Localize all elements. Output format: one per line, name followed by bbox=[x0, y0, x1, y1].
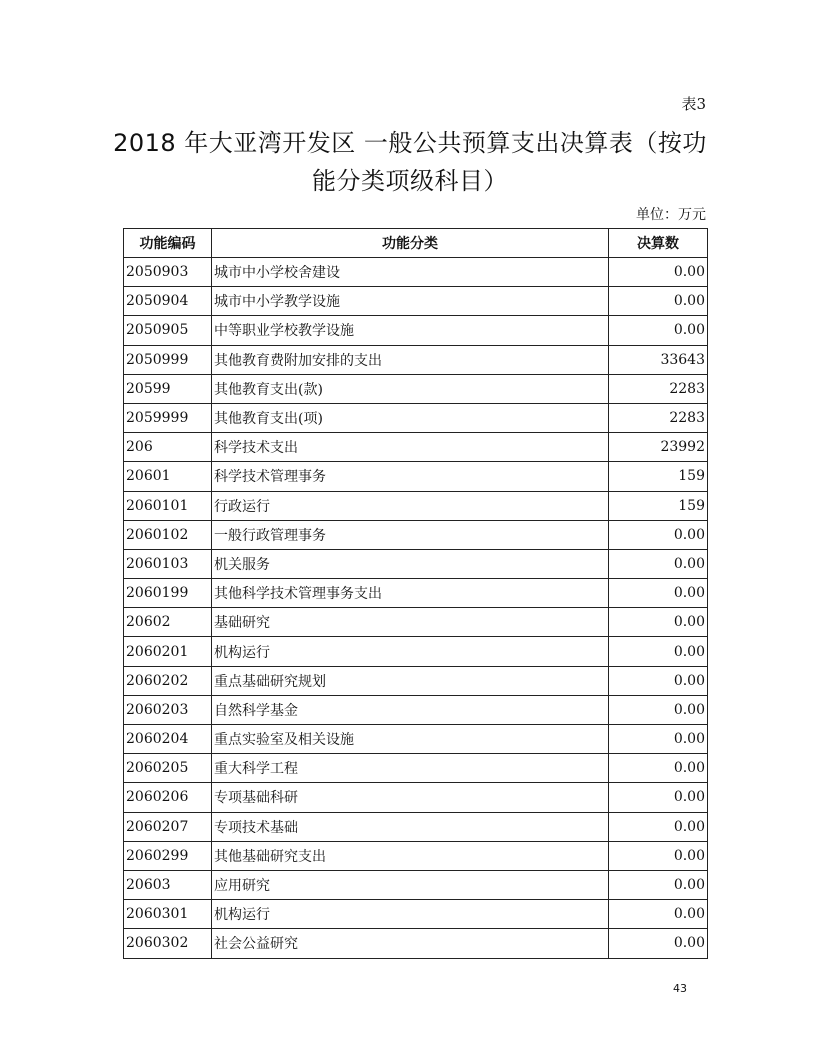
cell-amount: 0.00 bbox=[609, 695, 708, 724]
cell-amount: 33643 bbox=[609, 345, 708, 374]
cell-code: 2060301 bbox=[124, 900, 212, 929]
cell-code: 20602 bbox=[124, 608, 212, 637]
table-row bbox=[124, 433, 708, 462]
table-number: 表3 bbox=[681, 95, 706, 113]
page-title-line-1: 2018 年大亚湾开发区 一般公共预算支出决算表（按功 bbox=[113, 129, 707, 157]
table-row bbox=[124, 520, 708, 549]
table-row bbox=[124, 579, 708, 608]
table-row bbox=[124, 287, 708, 316]
cell-amount: 0.00 bbox=[609, 258, 708, 287]
cell-category: 其他教育支出(款) bbox=[212, 374, 609, 403]
cell-category: 行政运行 bbox=[212, 491, 609, 520]
table-row bbox=[124, 462, 708, 491]
table-row bbox=[124, 812, 708, 841]
cell-amount: 0.00 bbox=[609, 637, 708, 666]
cell-category: 其他科学技术管理事务支出 bbox=[212, 579, 609, 608]
table-row bbox=[124, 841, 708, 870]
cell-code: 2050903 bbox=[124, 258, 212, 287]
unit-label: 单位：万元 bbox=[636, 207, 706, 223]
cell-category: 重点基础研究规划 bbox=[212, 666, 609, 695]
table-row bbox=[124, 374, 708, 403]
page-number: 43 bbox=[673, 982, 687, 995]
cell-category: 自然科学基金 bbox=[212, 695, 609, 724]
cell-amount: 159 bbox=[609, 462, 708, 491]
cell-category: 城市中小学教学设施 bbox=[212, 287, 609, 316]
cell-amount: 0.00 bbox=[609, 929, 708, 958]
table-row bbox=[124, 316, 708, 345]
table-row bbox=[124, 403, 708, 432]
cell-code: 20601 bbox=[124, 462, 212, 491]
table-row bbox=[124, 345, 708, 374]
cell-amount: 0.00 bbox=[609, 316, 708, 345]
cell-category: 机构运行 bbox=[212, 900, 609, 929]
cell-amount: 0.00 bbox=[609, 579, 708, 608]
header-amount: 决算数 bbox=[609, 229, 708, 258]
cell-amount: 0.00 bbox=[609, 520, 708, 549]
cell-code: 206 bbox=[124, 433, 212, 462]
budget-table bbox=[123, 228, 708, 959]
table-row bbox=[124, 929, 708, 958]
cell-category: 机构运行 bbox=[212, 637, 609, 666]
header-code: 功能编码 bbox=[124, 229, 212, 258]
table-row bbox=[124, 258, 708, 287]
cell-category: 社会公益研究 bbox=[212, 929, 609, 958]
cell-amount: 2283 bbox=[609, 403, 708, 432]
cell-category: 基础研究 bbox=[212, 608, 609, 637]
cell-code: 2060302 bbox=[124, 929, 212, 958]
cell-code: 2060299 bbox=[124, 841, 212, 870]
page-title-line-2: 能分类项级科目） bbox=[312, 167, 508, 195]
cell-code: 2060203 bbox=[124, 695, 212, 724]
table-row bbox=[124, 725, 708, 754]
cell-code: 20599 bbox=[124, 374, 212, 403]
cell-amount: 0.00 bbox=[609, 549, 708, 578]
cell-amount: 0.00 bbox=[609, 812, 708, 841]
cell-amount: 0.00 bbox=[609, 754, 708, 783]
cell-amount: 0.00 bbox=[609, 870, 708, 899]
cell-amount: 159 bbox=[609, 491, 708, 520]
cell-code: 2050904 bbox=[124, 287, 212, 316]
cell-code: 2050905 bbox=[124, 316, 212, 345]
cell-amount: 0.00 bbox=[609, 725, 708, 754]
cell-code: 2060201 bbox=[124, 637, 212, 666]
table-row bbox=[124, 549, 708, 578]
cell-category: 机关服务 bbox=[212, 549, 609, 578]
table-row bbox=[124, 900, 708, 929]
cell-code: 2060205 bbox=[124, 754, 212, 783]
cell-code: 2060103 bbox=[124, 549, 212, 578]
cell-code: 20603 bbox=[124, 870, 212, 899]
cell-category: 其他教育支出(项) bbox=[212, 403, 609, 432]
cell-code: 2059999 bbox=[124, 403, 212, 432]
table-row bbox=[124, 783, 708, 812]
cell-code: 2060101 bbox=[124, 491, 212, 520]
cell-amount: 23992 bbox=[609, 433, 708, 462]
cell-category: 重大科学工程 bbox=[212, 754, 609, 783]
cell-category: 其他基础研究支出 bbox=[212, 841, 609, 870]
cell-amount: 0.00 bbox=[609, 666, 708, 695]
cell-category: 城市中小学校舍建设 bbox=[212, 258, 609, 287]
table-header-row bbox=[124, 229, 708, 258]
table-body bbox=[124, 258, 708, 959]
cell-category: 科学技术管理事务 bbox=[212, 462, 609, 491]
table-row bbox=[124, 754, 708, 783]
cell-category: 重点实验室及相关设施 bbox=[212, 725, 609, 754]
cell-amount: 2283 bbox=[609, 374, 708, 403]
cell-amount: 0.00 bbox=[609, 287, 708, 316]
cell-category: 科学技术支出 bbox=[212, 433, 609, 462]
header-category: 功能分类 bbox=[212, 229, 609, 258]
table-row bbox=[124, 491, 708, 520]
cell-code: 2060202 bbox=[124, 666, 212, 695]
cell-code: 2060207 bbox=[124, 812, 212, 841]
cell-category: 应用研究 bbox=[212, 870, 609, 899]
table-row bbox=[124, 695, 708, 724]
cell-category: 专项基础科研 bbox=[212, 783, 609, 812]
table-row bbox=[124, 637, 708, 666]
cell-amount: 0.00 bbox=[609, 608, 708, 637]
cell-amount: 0.00 bbox=[609, 900, 708, 929]
cell-category: 专项技术基础 bbox=[212, 812, 609, 841]
cell-code: 2060102 bbox=[124, 520, 212, 549]
cell-category: 中等职业学校教学设施 bbox=[212, 316, 609, 345]
cell-category: 一般行政管理事务 bbox=[212, 520, 609, 549]
cell-category: 其他教育费附加安排的支出 bbox=[212, 345, 609, 374]
cell-code: 2060206 bbox=[124, 783, 212, 812]
cell-code: 2060204 bbox=[124, 725, 212, 754]
cell-code: 2050999 bbox=[124, 345, 212, 374]
table-row bbox=[124, 666, 708, 695]
cell-code: 2060199 bbox=[124, 579, 212, 608]
cell-amount: 0.00 bbox=[609, 783, 708, 812]
table-row bbox=[124, 870, 708, 899]
table-row bbox=[124, 608, 708, 637]
cell-amount: 0.00 bbox=[609, 841, 708, 870]
